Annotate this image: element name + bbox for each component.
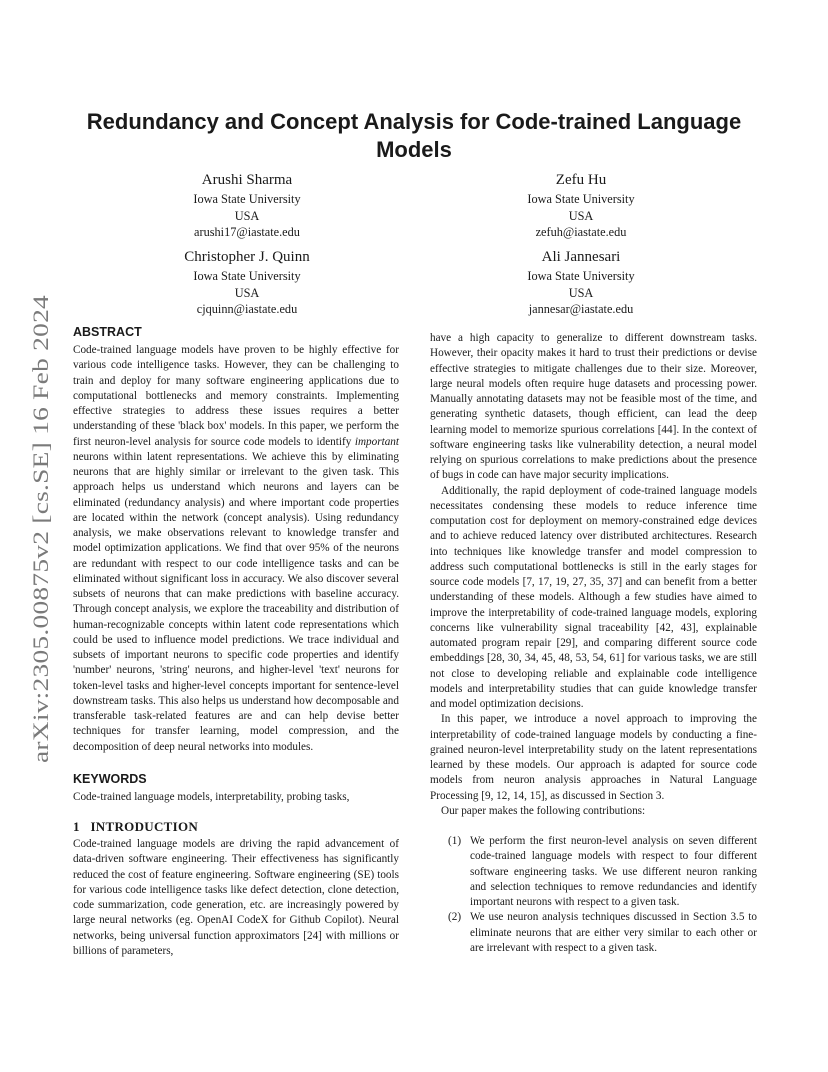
abstract-heading: ABSTRACT bbox=[73, 325, 142, 339]
author-name: Zefu Hu bbox=[555, 172, 607, 188]
abstract-body bbox=[73, 343, 399, 755]
left-column bbox=[73, 324, 399, 959]
arxiv-stamp bbox=[21, 293, 57, 763]
author-block bbox=[456, 248, 706, 318]
keywords-heading: KEYWORDS bbox=[73, 771, 147, 786]
title-line-2: Models bbox=[376, 137, 452, 162]
right-paragraph-2: Additionally, the rapid deployment of code-trained language models necessitates condensing these models to reduce inference time computation cost for deployment on memory-constrained edge devices and to achieve reduced latency over distributed architectures. Research into techniques like knowledge transfer and model compression to address such computational bottlenecks is still in the early stages for source code models [7, 17, 19, 27, 35, 37] and can benefit from a better understanding of these models. Although a few studies have aimed to improve the interpretability of code-trained language models, exploring concerns like vulnerability signal traceability [42, 43], explainable automated program repair [29], and comparing different source code embeddings [28, 30, 34, 45, 48, 53, 54, 61] for various tasks, we are still not close to developing reliable and explainable code intelligence models and interpretability studies that can guide knowledge transfer and model optimization decisions. bbox=[430, 484, 757, 710]
author-affiliation: Iowa State University bbox=[527, 269, 635, 283]
right-column bbox=[430, 331, 757, 956]
contribution-number: (1) bbox=[448, 835, 462, 847]
arxiv-stamp-text: arXiv:2305.00875v2 [cs.SE] 16 Feb 2024 bbox=[28, 387, 53, 763]
author-block bbox=[122, 171, 372, 241]
author-email: cjquinn@iastate.edu bbox=[196, 302, 298, 316]
author-email: zefuh@iastate.edu bbox=[535, 225, 627, 239]
author-name: Christopher J. Quinn bbox=[184, 249, 310, 265]
abstract-text-pre: Code-trained language models have proven to be highly effective for various code intelligence tasks. However, they can be challenging to train and deploy for many software engineering applications due to computational bottlenecks and memory constraints. Implementing effective strategies to address these issues requires a better understanding of these 'black box' models. In this paper, we perform the first neuron-level analysis for source code models to identify bbox=[73, 344, 399, 448]
author-country: USA bbox=[568, 208, 594, 223]
author-affiliation: Iowa State University bbox=[193, 269, 301, 283]
contribution-item bbox=[430, 910, 757, 956]
right-paragraph-3: In this paper, we introduce a novel approach to improving the interpretability of code-trained language models by conducting a fine-grained neuron-level interpretability study on the latent representations learned by these models. Our approach is adapted for source code models from neuron analysis approaches in Natural Language Processing [9, 12, 14, 15], as discussed in Section 3. bbox=[430, 713, 757, 802]
author-affiliation: Iowa State University bbox=[193, 192, 301, 206]
contribution-text: We use neuron analysis techniques discussed in Section 3.5 to eliminate neurons that are either very similar to each other or are irrelevant with respect to a given task. bbox=[470, 911, 757, 954]
intro-paragraph: Code-trained language models are driving the rapid advancement of data-driven software engineering. Their effectiveness has significantly reduced the cost of feature engineering. Software engineering (SE) tools for various code intelligence tasks like defect detection, clone detection, code summarization, code generation, etc. are increasingly powered by large neural networks (eg. OpenAI CodeX for Github Copilot). Neural networks, being universal function approximators [24] with millions or billions of parameters, bbox=[73, 838, 399, 957]
abstract-emphasis: important bbox=[354, 435, 399, 448]
author-name: Ali Jannesari bbox=[541, 249, 621, 265]
author-country: USA bbox=[568, 285, 594, 300]
author-country: USA bbox=[234, 285, 260, 300]
author-block bbox=[122, 248, 372, 318]
right-paragraph-4: Our paper makes the following contributions: bbox=[441, 804, 646, 817]
author-name: Arushi Sharma bbox=[201, 172, 293, 188]
intro-heading: 1 INTRODUCTION bbox=[73, 819, 199, 834]
title-line-1: Redundancy and Concept Analysis for Code-trained Language bbox=[86, 109, 742, 134]
contribution-text: We perform the first neuron-level analysis on seven different code-trained language models with respect to four different software engineering tasks. We use different neuron ranking and selection techniques to remove redundancies and identify important neurons with respect to a given task. bbox=[470, 835, 757, 908]
contribution-number: (2) bbox=[448, 911, 462, 924]
contribution-item bbox=[430, 834, 757, 910]
abstract-text-post: neurons within latent representations. We achieve this by eliminating neurons that are highly similar or irrelevant to the given task. This approach helps us understand which neurons and layers can be eliminated (redundancy analysis) and where important code properties are located within the network (concept analysis). Using redundancy analysis, we make observations relevant to knowledge transfer and model optimization applications. We find that over 95% of the neurons are redundant with respect to our code intelligence tasks and can be eliminated without significant loss in accuracy. We also discover several subsets of neurons that can make predictions with baseline accuracy. Through concept analysis, we explore the traceability and distribution of human-recognizable concepts within latent code representations which could be used to influence model predictions. We trace individual and subsets of important neurons to specific code properties and identify 'number' neurons, 'string' neurons, and higher-level 'text' neurons for token-level tasks and higher-level concepts important for sentence-level downstream tasks. This also helps us understand how decomposable and transferable task-related features are and can help devise better techniques for transfer learning, model compression, and the decomposition of deep neural networks into modules. bbox=[73, 450, 399, 753]
keywords-text: Code-trained language models, interpretability, probing tasks, bbox=[73, 790, 350, 803]
right-paragraph-1: have a high capacity to generalize to different downstream tasks. However, their opacity makes it hard to trust their predictions or devise effective strategies to mitigate challenges due to their size. Moreover, large neural models often require huge datasets and processing power. Manually annotating datasets may not be feasible most of the time, and generating synthetic datasets, though efficient, can lead the deep learning model to memorize spurious correlations [44]. In the context of software engineering tasks like vulnerability detection, a neural model relying on spurious correlations to make predictions about the presence of bugs in code can have major security implications. bbox=[430, 332, 757, 482]
author-affiliation: Iowa State University bbox=[527, 192, 635, 206]
paper-title bbox=[60, 108, 768, 164]
author-email: arushi17@iastate.edu bbox=[194, 225, 300, 239]
author-country: USA bbox=[234, 208, 260, 223]
author-email: jannesar@iastate.edu bbox=[528, 302, 634, 316]
author-block bbox=[456, 171, 706, 241]
